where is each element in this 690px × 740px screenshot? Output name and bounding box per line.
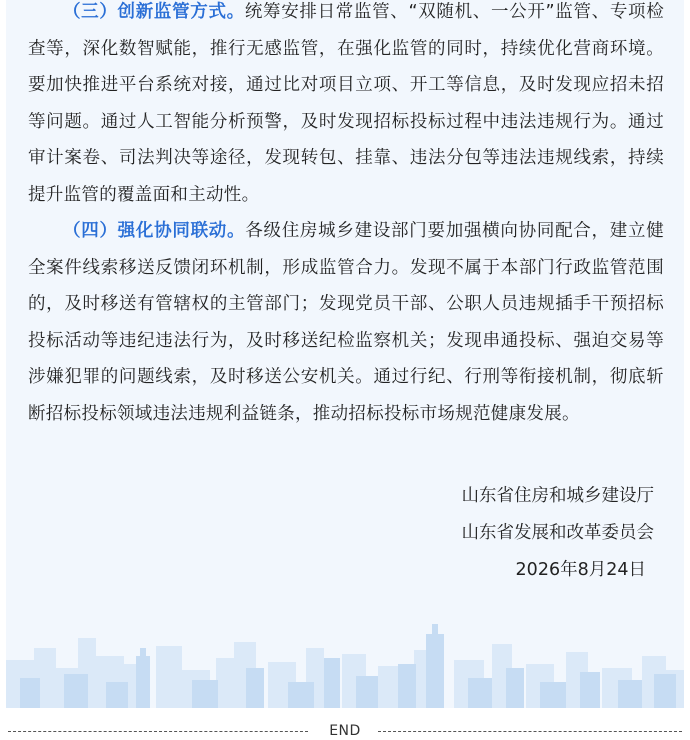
paragraph-heading: （三）创新监管方式。 [63,2,245,22]
issue-date: 2026年8月24日 [515,560,646,580]
end-divider [0,722,690,740]
end-label: END [329,723,361,739]
paragraph-3 [28,0,664,213]
issuer-housing-dept: 山东省住房和城乡建设厅 [461,486,654,506]
article-body [28,0,664,432]
divider-line-right [378,731,682,732]
paragraph-text: 各级住房城乡建设部门要加强横向协同配合，建立健全案件线索移送反馈闭环机制，形成监管合力。发现不属于本部门行政监管范围的，及时移送有管辖权的主管部门；发现党员干部、公职人员违规插手干预招标投标活动等违纪违法行为，及时移送纪检监察机关；发现串通投标、强迫交易等涉嫌犯罪的问题线索，及时移送公安机关。通过行纪、行刑等衔接机制，彻底斩断招标投标领域违法违规利益链条，推动招标投标市场规范健康发展。 [28,221,664,424]
divider-line-left [8,731,308,732]
paragraph-heading: （四）强化协同联动。 [63,221,246,241]
paragraph-4 [28,213,664,432]
city-skyline-decoration [6,598,684,708]
signature-block [462,478,655,589]
issuer-development-commission: 山东省发展和改革委员会 [461,523,654,543]
paragraph-text: 统筹安排日常监管、“双随机、一公开”监管、专项检查等，深化数智赋能，推行无感监管，在强化监管的同时，持续优化营商环境。要加快推进平台系统对接，通过比对项目立项、开工等信息，及时发现应招未招等问题。通过人工智能分析预警，及时发现招标投标过程中违法违规行为。通过审计案卷、司法判决等途径，发现转包、挂靠、违法分包等违法违规线索，持续提升监管的覆盖面和主动性。 [28,2,664,205]
article-card [6,0,684,708]
